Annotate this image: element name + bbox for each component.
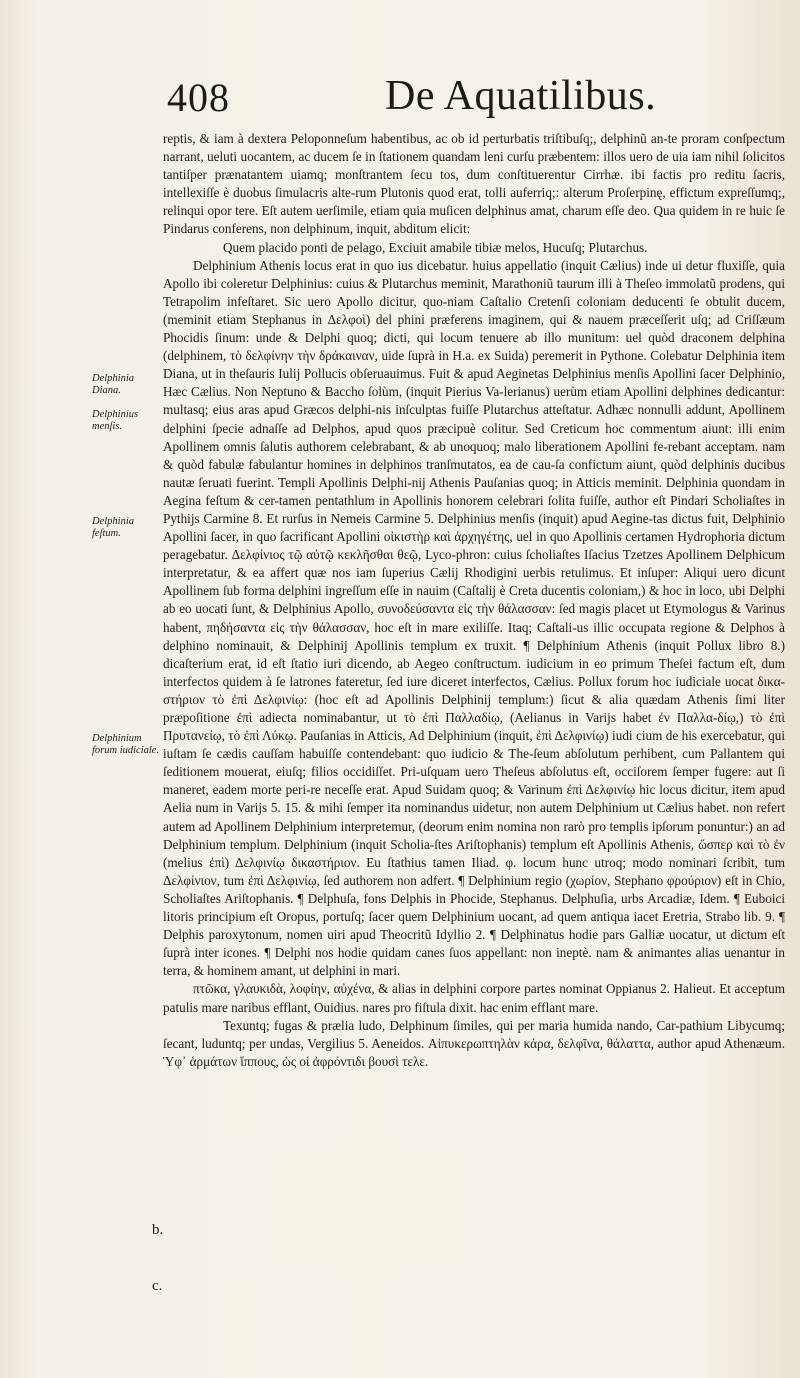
body-text [163,130,785,1071]
running-title: De Aquatilibus. [385,73,657,119]
margin-note: Delphinia Diana. [92,373,134,396]
verse-line: Texuntq; fugas & prælia ludo, Delphinum ſimiles, qui per maria humida nando, Car-pathium Libycumq; ſecant, luduntq; per undas, Vergilius 5. Aeneidos. Αἰπυκερωπτηλὰν κάρα, δελφῖνα, θάλαττα, author apud Athenæum. Ὑφ᾽ ἁρμάτων ἵππους, ὡς οἱ ἀφρόντιδι βουσὶ τελε. [163,1017,785,1069]
paragraph: πτῶκα, γλαυκιδὰ, λοφίην, αὐχένα, & alias in delphini corpore partes nominat Oppianus 2. Halieut. Et acceptum patulis mare naribus efflant, Ouidius. nares pro fiſtula dixit. hac enim efflant mare. [163,981,785,1015]
paragraph: Delphinium Athenis locus erat in quo ius dicebatur. huius appellatio (inquit Cælius) inde ui detur fluxiſſe, quia Apollo ibi coleretur Delphinius: cuius & Plutarchus meminit, Marathoniũ taurum illi à Theſeo immolatũ prodens, qui Tetrapolim infeſtaret. Sic uero Apollo dicitur, quo-niam Caſtalio Cretenſi coloniam deducenti ſe obtulit ducem, (meminit etiam Stephanus in Δελφοὶ) del phini præferens imaginem, qui & nauem præceſſerit uſq; ad Criſſæum Phocidis ſinum: unde & Delphi quoq; dicti, qui locum tenuere ab illo munitum: uel quòd draconem delphina (delphinem, τὸ δελφίνην τὴν δράκαιναν, uide ſuprà in H.a. ex Suida) peremerit in Pythone. Colebatur Delphinia item Diana, ut in theſauris Iulij Pollucis obſeruauimus. Fuit & apud Aeginetas Delphinius menſis Apollini ſacer Delphinio, Hæc Cælius. Non Neptuno & Baccho ſolùm, (inquit Pierius Va-lerianus) uerùm etiam Apollini delphines dedicantur: multasq; eius aras apud Græcos delphi-nis inſculptas fuiſſe Plutarchus atteſtatur. Adhæc nonnulli addunt, Apollinem delphini ſpecie adnaſſe ad Delphos, apud quos præcipuè colitur. Sed Creticum hoc commentum aiunt: illi enim Apollinem omnis ſalutis authorem celebrabant, & ab unoquoq; malo liberationem Apollini fe-rebant acceptam. nam & quòd fabulæ fabulantur homines in delphinos tranſmutatos, ea de cau-ſa confictum aiunt, quòd delphinis ducibus nautæ ſeruati fuerint. Templi Apollinis Delphi-nij Athenis Pauſanias quoq; in Atticis meminit. Delphinia quondam in Aegina feſtum & cer-tamen pentathlum in Apollinis honorem celebrari ſolita fuiſſe, author eſt Pindari Scholiaſtes in Pythijs Carmine 8. Et rurſus in Nemeis Carmine 5. Delphinius menſis (inquit) apud Aegine-tas dictus fuit, Delphinio Apollini ſacer, in quo ſacrificant Apollini οἰκιστὴρ καὶ ἀρχηγέτης, uel in quo Apollinis certamen Hydrophoria dictum peragebatur. Δελφίνιος τῷ αὐτῷ κεκλῆσθαι θεῷ, Lyco-phron: cuius ſcholiaſtes Iſacius Tzetzes Apollinem Delphicum interpretatur, & ea affert quæ nos iam ſuperius Cælij Rhodigini uerbis retulimus. Et inſuper: Aliqui uero dicunt Apollinem ſub forma delphini ingreſſum eſſe in nauim (Caſtalij è Creta ducentis coloniam,) & hoc in loco, ubi Delphi ab eo uocati ſunt, & Delphinius Apollo, συνοδεύσαντα εἰς τὴν θάλασσαν: ſed magis placet ut Etymologus & Varinus habent, πηδήσαντα εἰς τὴν θάλασσαν, hoc eſt in mare exiliſſe. Itaq; Caſtali-us illic occupata regione & Delphos à delphino nominauit, & Delphinij Apollinis templum ex truxit. ¶ Delphinium Athenis (inquit Pollux libro 8.) dicaſterium erat, id eſt ſtatio iuri dicendo, ab Aegeo conſtructum. iudicium in eo primum Theſei factum eſt, dum interfectos quidem à ſe latrones fateretur, ſed iure diceret interfectos, Cælius. Pollux forum hoc iudiciale uocat δικα-στήριον τὸ ἐπὶ Δελφινίῳ: (hoc eſt ad Apollinis Delphinij templum:) ſicut & alia quædam Athenis ſimi liter præpoſitione ἐπὶ adiecta nominabantur, ut τὸ ἐπὶ Παλλαδίῳ, (Aelianus in Varijs habet ἐν Παλλα-δίῳ,) τὸ ἐπὶ Πρυτανείῳ, τὸ ἐπὶ Λύκῳ. Pauſanias in Atticis, Ad Delphinium (inquit, ἐπὶ Δελφινίῳ) iudi cium de his exercebatur, qui iuſtam ſe cædis cauſſam habuiſſe contendebant: quo iudicio & The-ſeum abſolutum perhibent, cum Pallantem qui ſeditionem mouerat, eiuſq; filios occidiſſet. Pri-uſquam uero Theſeus abſolutus eſt, occiſorem ſemper fugere: aut ſi maneret, eadem morte peri-re neceſſe erat. Apud Suidam quoq; & Varinum ἐπὶ Δελφινίῳ hic locus dicitur, item apud Aelia num in Varijs 5. 15. & mihi ſemper ita nominandus uidetur, non autem Delphinium ut Cælius habet. non refert autem ad Apollinem Delphinium interpretemur, (deorum enim nomina non rarò pro templis ipſorum ponuntur:) an ad Delphinium templum. Delphinium (inquit Scholia-ſtes Ariſtophanis) templum eſt Apollinis Athenis, ὥσπερ καὶ τὸ ἐν (melius ἐπὶ) Δελφινίῳ δικαστήριον. Eu ſtathius tamen Iliad. φ. locum hunc utroq; modo nominari ſcribit, tum Δελφίνιον, tum ἐπὶ Δελφινίῳ, ſed authorem non adfert. ¶ Delphinium regio (χωρίον, Stephano φρούριον) eſt in Chio, Scholiaſtes Ariſtophanis. ¶ Delphuſa, fons Delphis in Phocide, Stephanus. Delphuſia, urbs Arcadiæ, Idem. ¶ Euboici litoris principium eſt Oropus, portuſq; ſacer quem Delphinium uocant, ad quem antiqua iacet Eretria, Strabo lib. 9. ¶ Delphis paroxytonum, nomen uiri apud Theocritũ Idyllio 2. ¶ Delphinatus hodie pars Galliæ uocatur, ut dictum eſt ſuprà inter icones. ¶ Delphi nos hodie quidam canes ſuos appellant: non ineptè. nam & animantes alias uenantur in terra, & hominem amant, ut delphini in mari. [163,257,785,979]
margin-letter: b. [152,1222,164,1238]
margin-note: Delphinium forum iudiciale. [92,733,160,756]
margin-letter: c. [152,1278,163,1294]
page-number: 408 [167,75,230,120]
page-header [163,74,763,122]
verse-line: Quem placido ponti de pelago, Exciuit amabile tibiæ melos, Hucuſq; Plutarchus. [223,239,648,255]
paragraph: reptis, & iam à dextera Peloponneſum habentibus, ac ob id perturbatis triſtibuſq;, delphinũ an-te proram conſpectum narrant, ueluti uocantem, ac ducem ſe in ſtationem quandam leni curſu præbentem: illos uero de uia iam nihil ſolicitos tantiſper prænatantem uiamq; monſtrantem ſecu tos, dum conſtituerentur Cirrhæ. ibi factis pro reditu ſacris, intellexiſſe è duobus ſimulacris alte-rum Plutonis quod erat, tolli auferriq;: alterum Proſerpinę, effictum expreſſumq;, relinqui opor tere. Eſt autem uerſimile, etiam quia muſicen delphinus amat, charum eſſe deo. Qua quidem in re huic ſe Pindarus conferens, non delphinum, inquit, abditum elicit: [163,131,785,237]
margin-note: Delphinius menſis. [92,409,139,432]
margin-note: Delphinia feſtum. [92,516,134,539]
